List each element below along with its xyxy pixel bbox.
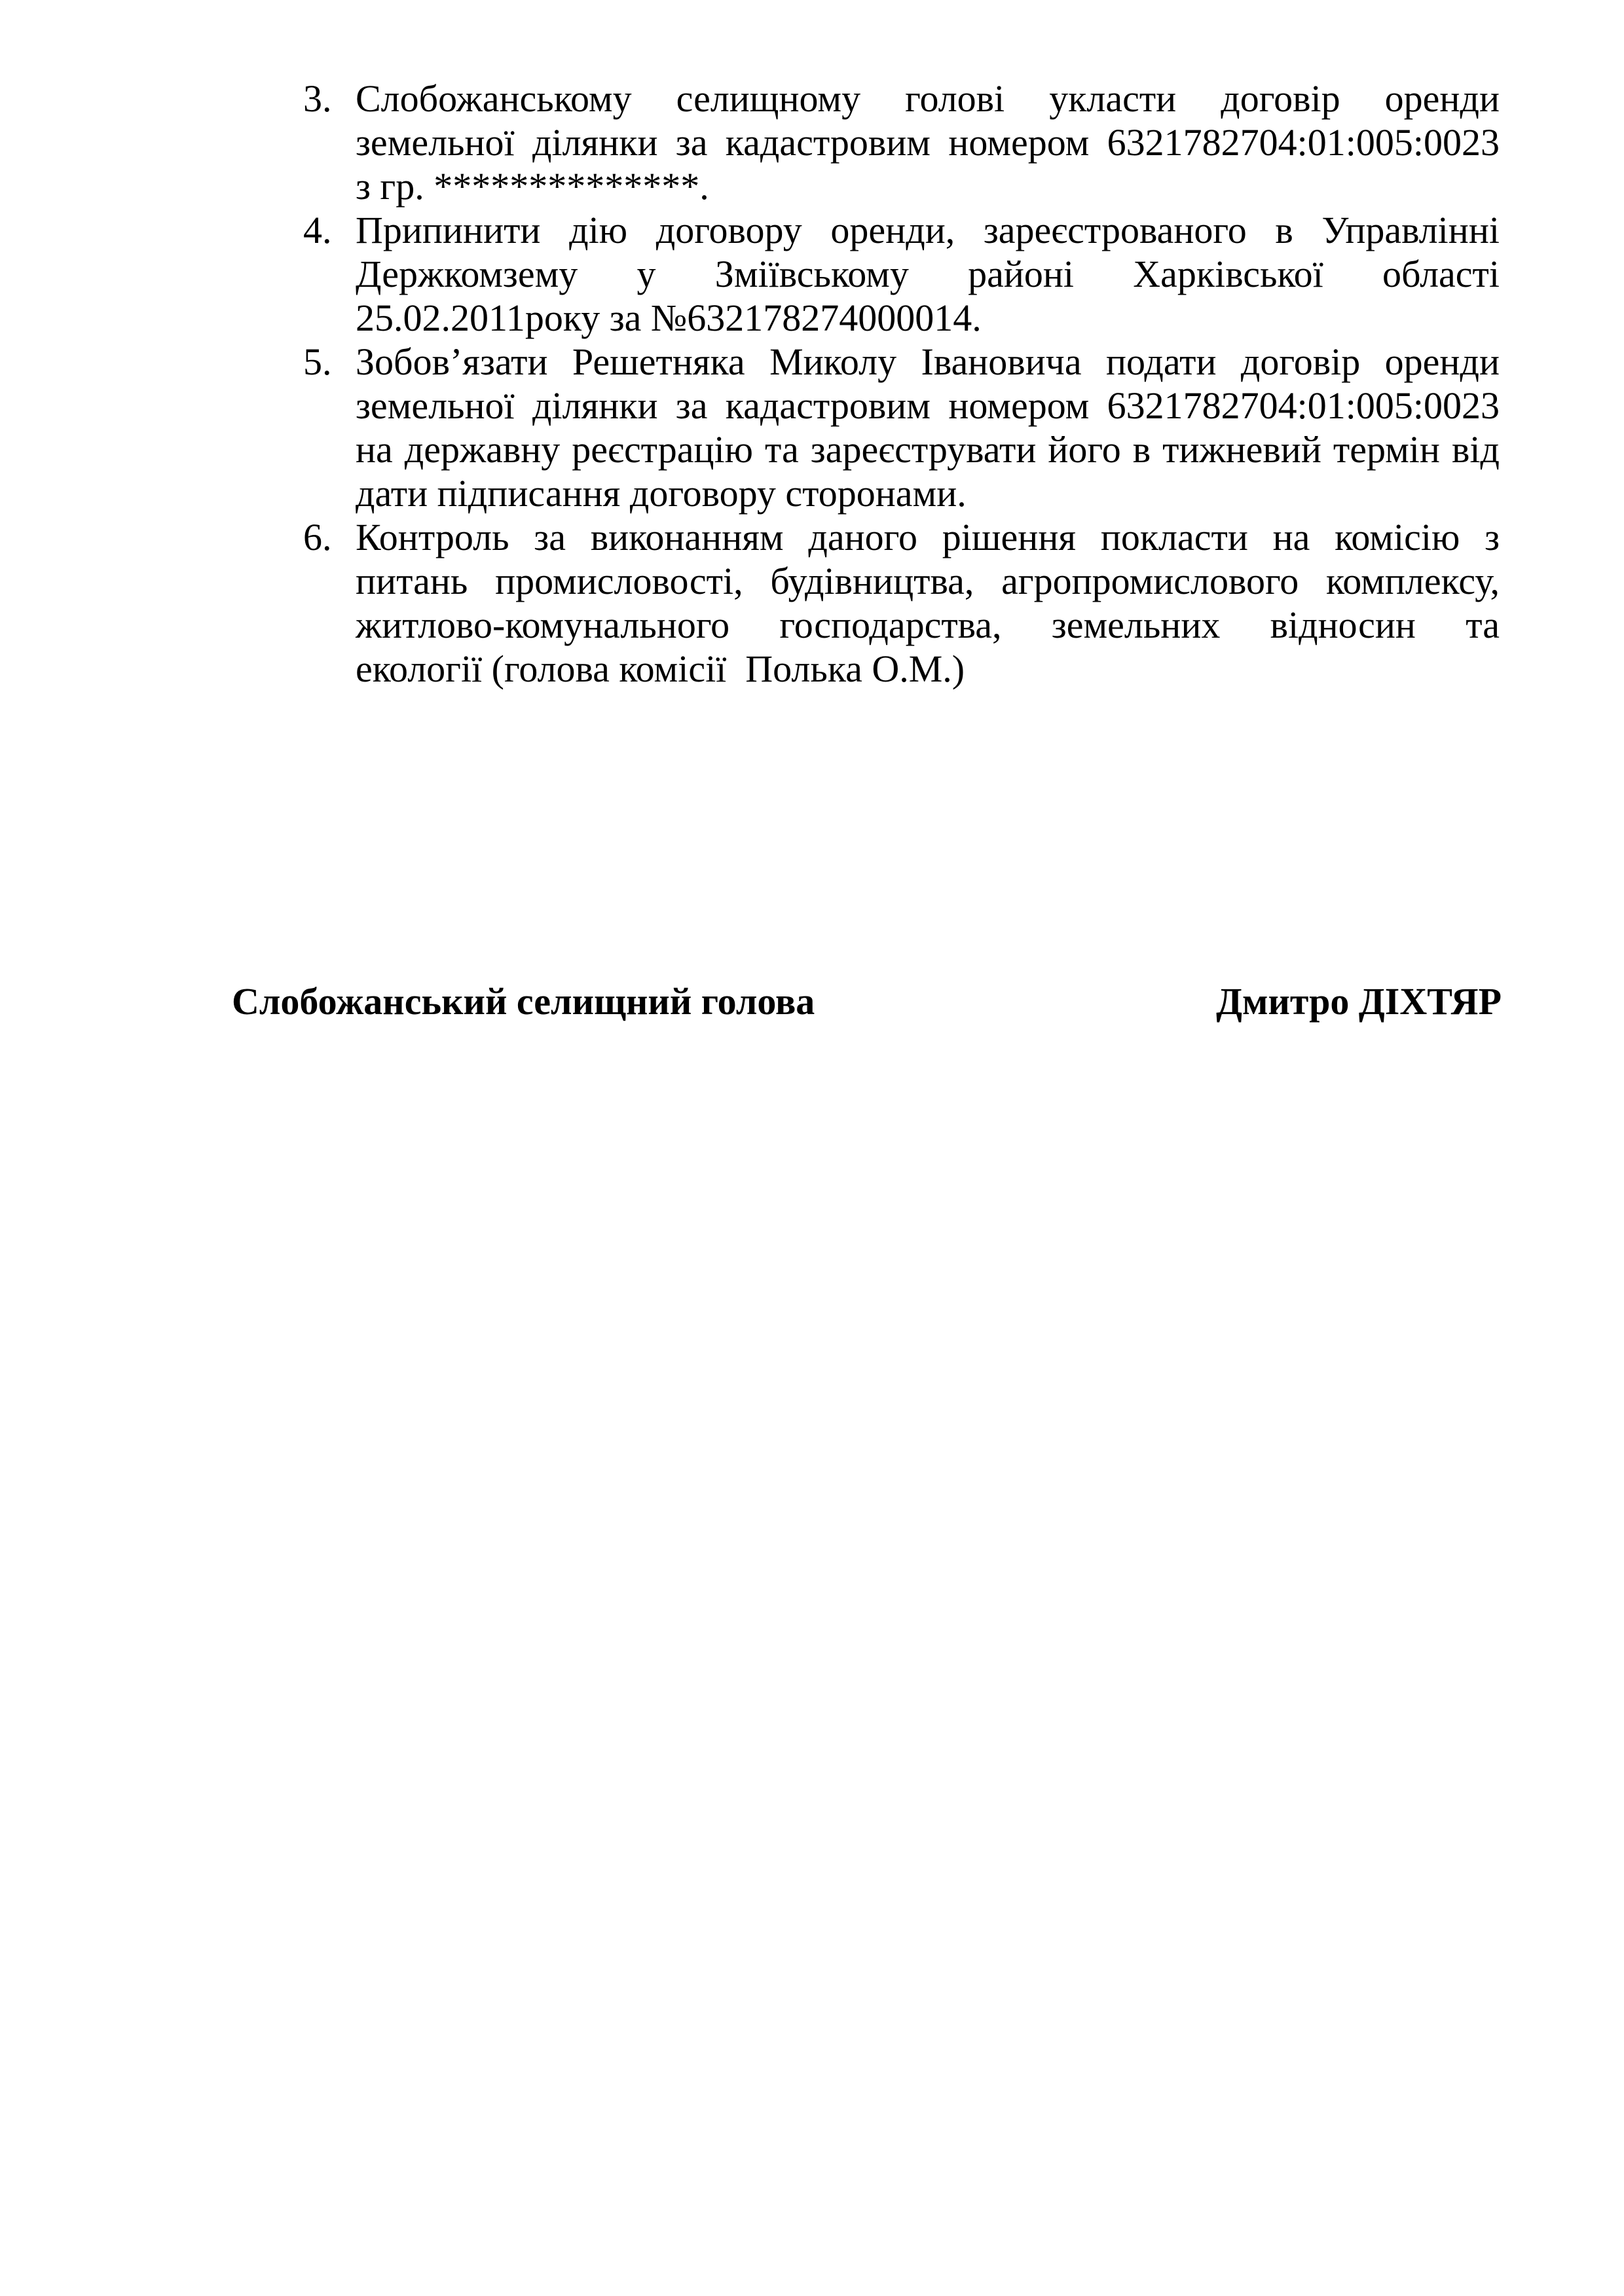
- list-item-6: [303, 515, 1500, 691]
- text-line: Держкомзему у Зміївському районі Харківської області: [356, 253, 1500, 295]
- list-item-text: [356, 340, 1500, 515]
- signature-position-title: Слобожанський селищний голова: [232, 980, 815, 1023]
- text-line: Припинити дію договору оренди, зареєстрованого в Управлінні: [356, 209, 1500, 251]
- list-item-number: 5.: [303, 340, 332, 383]
- text-line: земельної ділянки за кадастровим номером 6321782704:01:005:0023: [356, 384, 1500, 427]
- text-line: земельної ділянки за кадастровим номером 6321782704:01:005:0023: [356, 121, 1500, 164]
- text-line: житлово-комунального господарства, земельних відносин та: [356, 604, 1500, 646]
- list-item-text: [356, 208, 1500, 340]
- signature-block: [232, 979, 1502, 1023]
- text-line: 25.02.2011року за №632178274000014.: [356, 297, 982, 339]
- list-item-4: [303, 208, 1500, 340]
- list-item-number: 6.: [303, 516, 332, 558]
- list-item-number: 4.: [303, 209, 332, 251]
- signature-name: Дмитро ДІХТЯР: [1216, 980, 1502, 1023]
- text-line: питань промисловості, будівництва, агропромислового комплексу,: [356, 560, 1500, 602]
- text-line: екології (голова комісії Полька О.М.): [356, 647, 965, 690]
- list-item-number: 3.: [303, 77, 332, 120]
- text-line: Зобов’язати Решетняка Миколу Івановича подати договір оренди: [356, 340, 1500, 383]
- list-item-text: [356, 515, 1500, 691]
- text-line: дати підписання договору сторонами.: [356, 472, 967, 515]
- text-line: Контроль за виконанням даного рішення покласти на комісію з: [356, 516, 1500, 558]
- list-item-3: [303, 77, 1500, 208]
- list-item-text: [356, 77, 1500, 208]
- text-line: з гр. **************.: [356, 165, 709, 208]
- text-line: на державну реєстрацію та зареєструвати його в тижневий термін від: [356, 428, 1500, 471]
- resolution-list: [303, 77, 1500, 691]
- list-item-5: [303, 340, 1500, 515]
- text-line: Слобожанському селищному голові укласти договір оренди: [356, 77, 1500, 120]
